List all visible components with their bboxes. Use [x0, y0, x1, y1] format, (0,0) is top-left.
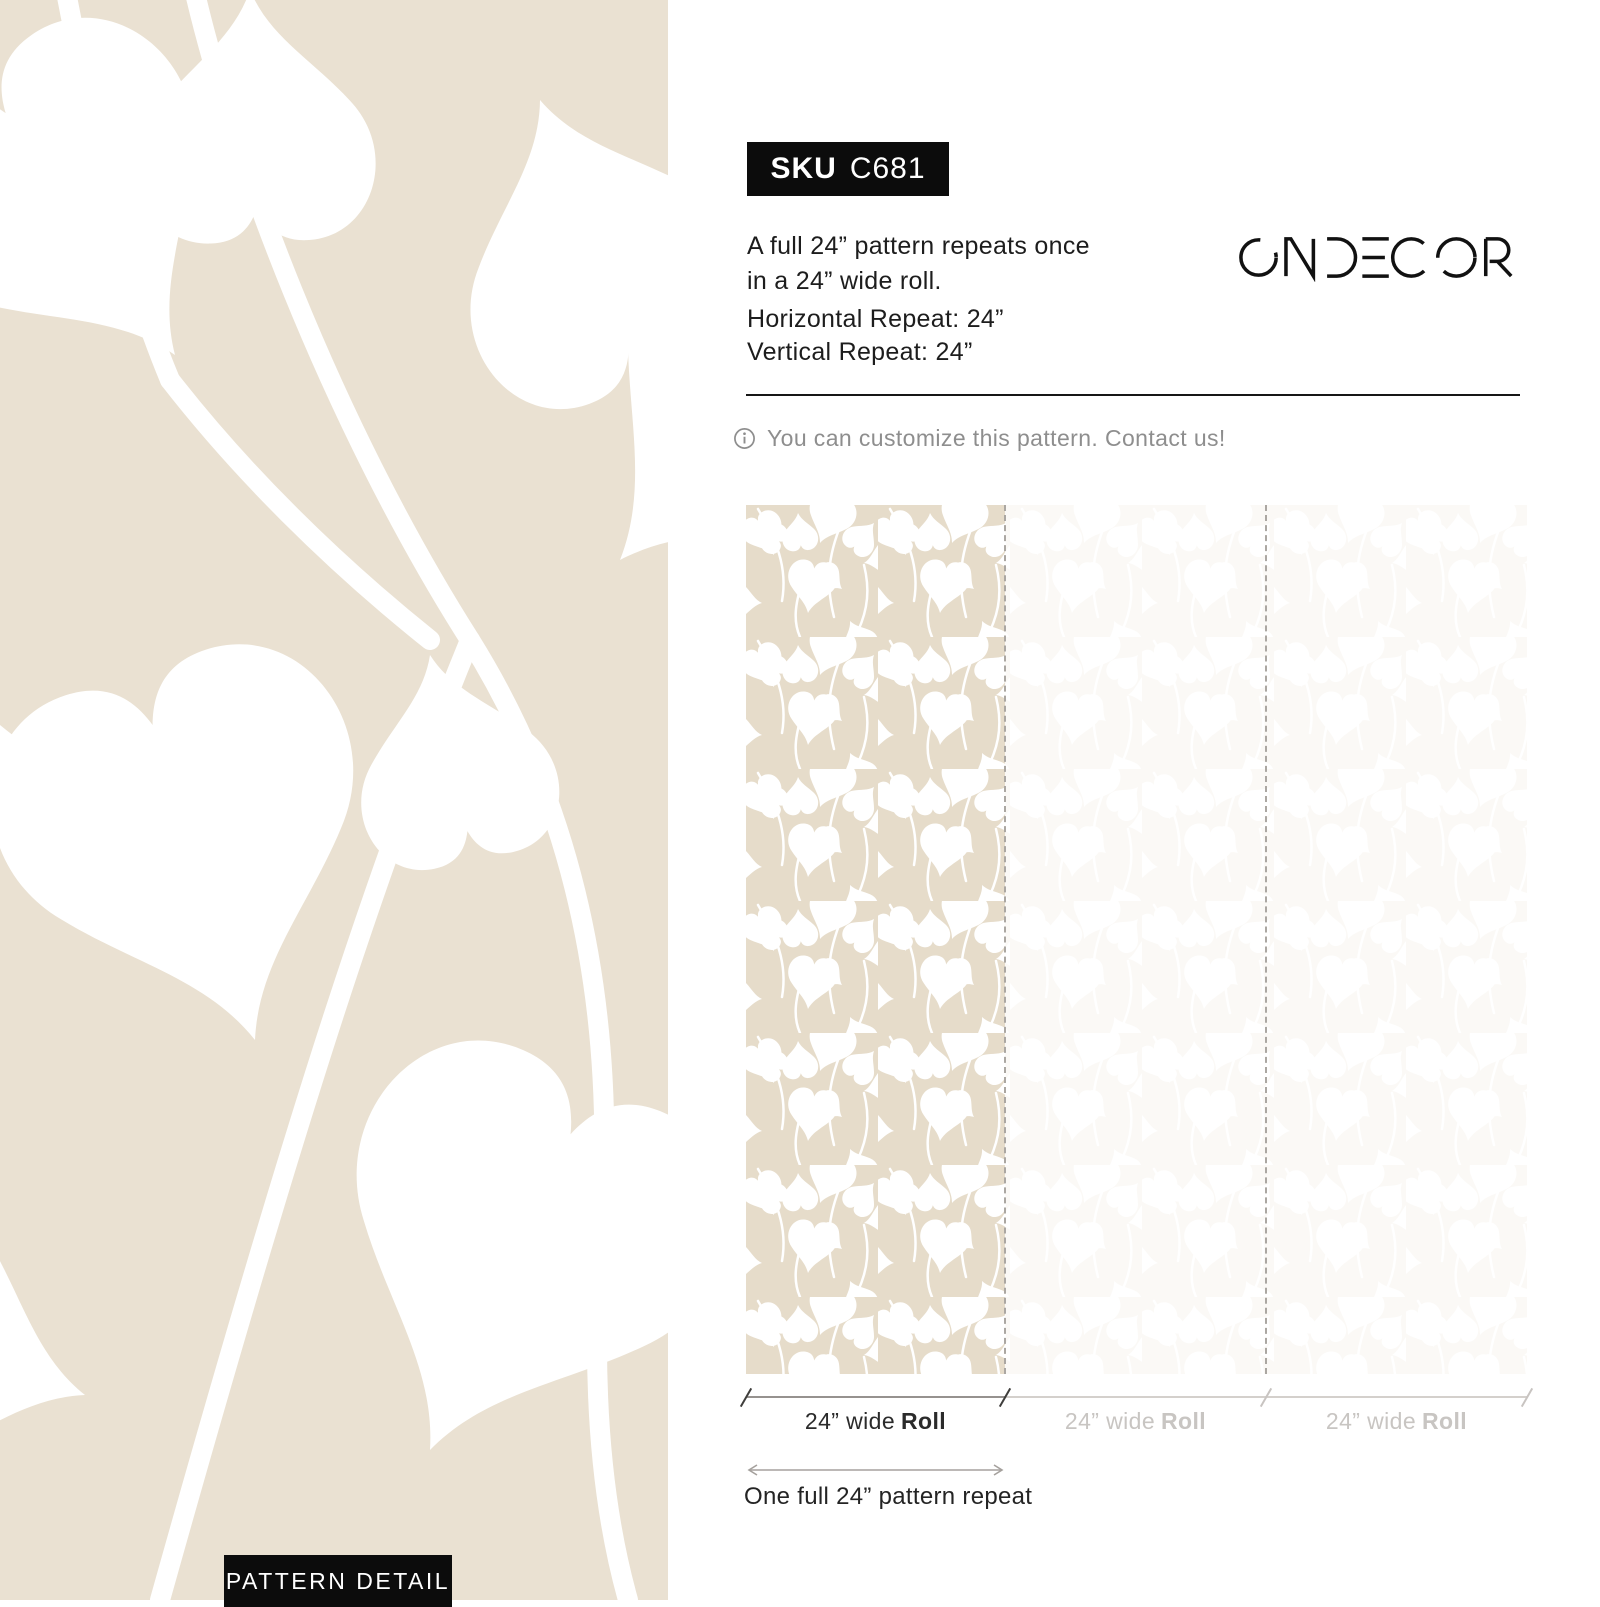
roll-seam-dashed-line-1 — [1004, 505, 1006, 1374]
vertical-repeat-text: Vertical Repeat: 24” — [747, 338, 973, 366]
customize-notice-text: You can customize this pattern. Contact us! — [767, 425, 1226, 451]
pattern-swatch-large — [0, 0, 668, 1600]
repeat-arrow-line — [744, 1462, 1007, 1478]
pattern-description — [747, 229, 1090, 299]
roll-diagram-graphic — [746, 505, 1527, 1374]
section-divider — [746, 394, 1520, 396]
brand-logo — [1237, 231, 1521, 282]
customize-notice — [733, 425, 1226, 452]
ondecor-logo-graphic — [1237, 231, 1521, 282]
sku-label: SKU — [770, 152, 837, 185]
roll-width-label-1: 24” wide Roll — [804, 1408, 947, 1434]
roll-width-label-2: 24” wide Roll — [1064, 1408, 1207, 1434]
large-leaf-pattern-graphic — [0, 0, 668, 1600]
double-arrow-icon — [744, 1462, 1007, 1478]
roll-width-label-3: 24” wide Roll — [1325, 1408, 1468, 1434]
repeat-caption: One full 24” pattern repeat — [744, 1483, 1033, 1510]
repeat-specs — [747, 303, 1004, 369]
info-icon — [733, 427, 756, 450]
roll-diagram — [746, 505, 1527, 1374]
sku-value: C681 — [849, 152, 926, 185]
pattern-detail-badge — [224, 1555, 452, 1607]
roll-panel-1 — [746, 505, 1005, 1374]
horizontal-repeat-text: Horizontal Repeat: 24” — [747, 305, 1004, 333]
sku-badge — [747, 142, 949, 196]
roll-seam-dashed-line-2 — [1265, 505, 1267, 1374]
pattern-detail-label: PATTERN DETAIL — [225, 1567, 451, 1594]
measure-line-active — [746, 1396, 1005, 1398]
description-line-2: in a 24” wide roll. — [747, 267, 942, 295]
description-line-1: A full 24” pattern repeats once — [747, 232, 1090, 260]
